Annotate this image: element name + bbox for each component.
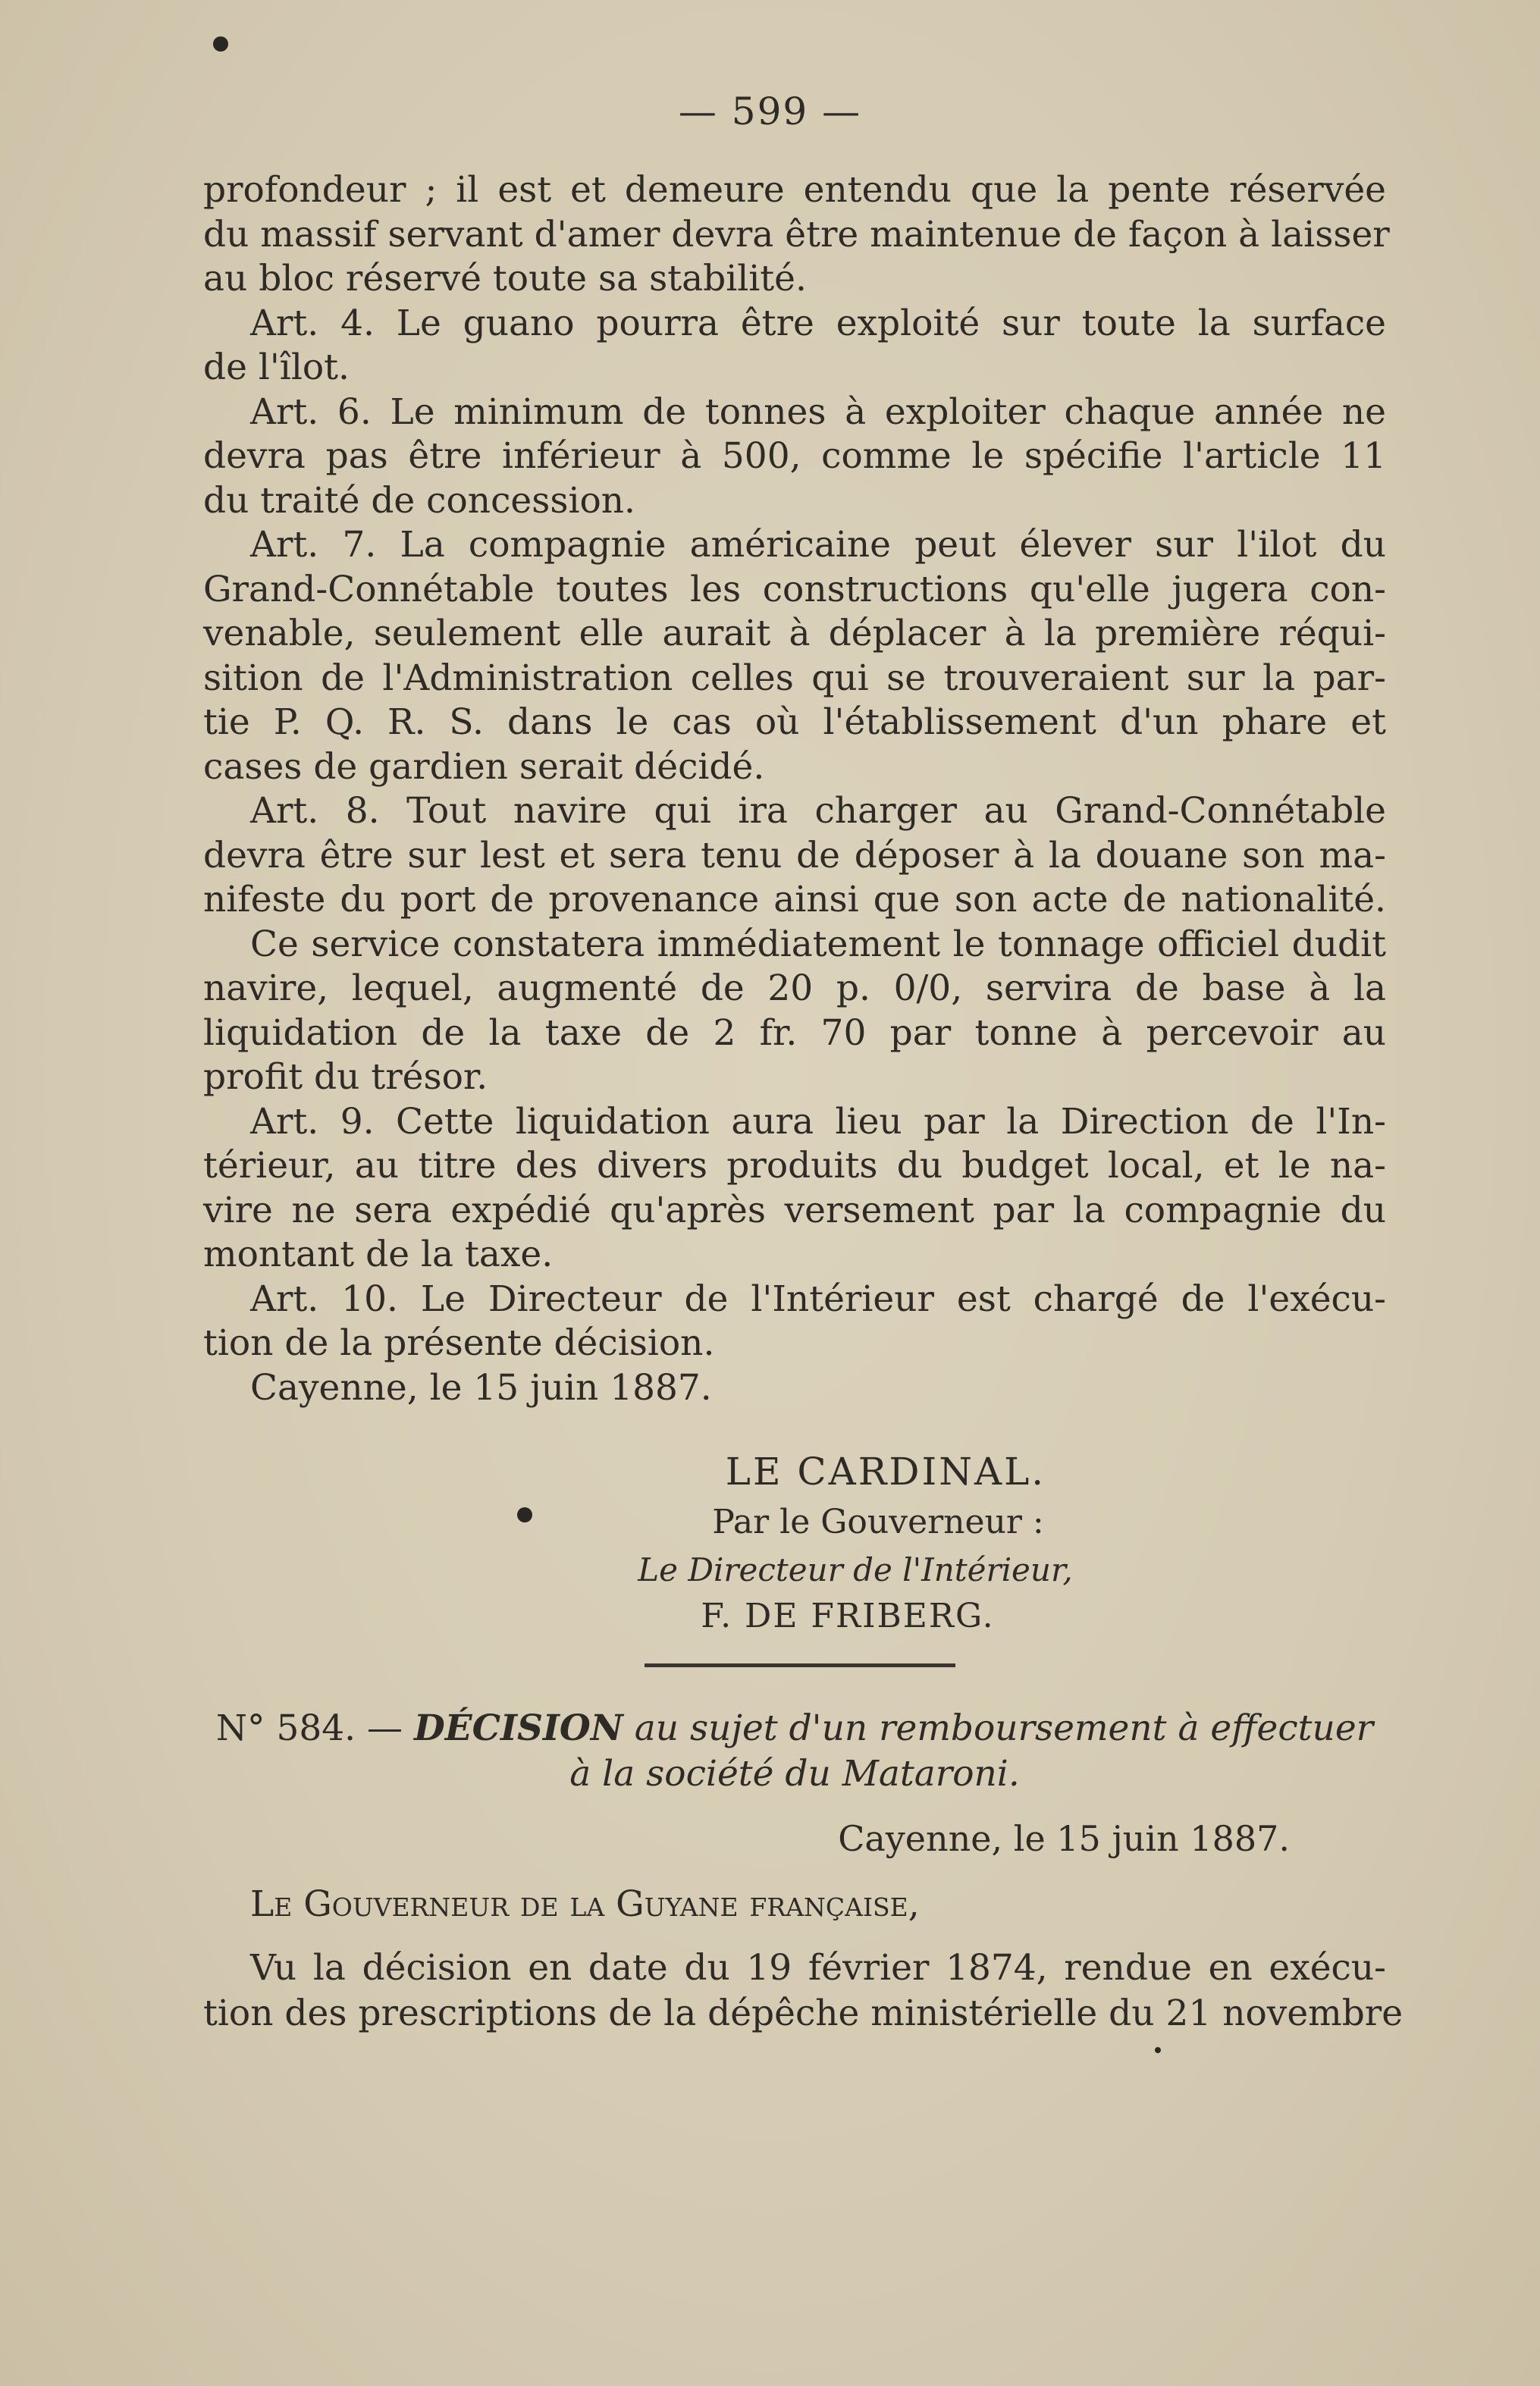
text-line: au bloc réservé toute sa stabilité. xyxy=(203,258,807,299)
text-line: Art. 4. Le guano pourra être exploité sur toute la surface xyxy=(250,302,1386,344)
text-line: devra être sur lest et sera tenu de déposer à la douane son ma- xyxy=(203,834,1386,876)
text-line: tion de la présente décision. xyxy=(203,1322,715,1364)
text-line: Ce service constatera immédiatement le tonnage officiel dudit xyxy=(250,923,1386,965)
text-line: térieur, au titre des divers produits du budget local, et le na- xyxy=(203,1145,1386,1187)
decision-subject-cont: à la société du Mataroni. xyxy=(569,1753,1020,1795)
text-line: Art. 6. Le minimum de tonnes à exploiter chaque année ne xyxy=(250,390,1386,433)
ink-spot xyxy=(1155,2047,1161,2053)
text-line: Art. 8. Tout navire qui ira charger au Grand-Connétable xyxy=(250,790,1386,832)
text-line: nifeste du port de provenance ainsi que son acte de nationalité. xyxy=(203,879,1386,920)
text-line: montant de la taxe. xyxy=(203,1234,554,1275)
section-divider xyxy=(645,1663,955,1667)
decision-number: N° 584. — xyxy=(215,1707,403,1749)
signatory-signer: F. DE FRIBERG. xyxy=(701,1597,995,1635)
decision-title: DÉCISION xyxy=(413,1707,623,1749)
text-line: Art. 7. La compagnie américaine peut élever sur l'ilot du xyxy=(250,524,1386,566)
decision-subject: au sujet d'un remboursement à effectuer xyxy=(634,1707,1374,1749)
ink-spot xyxy=(213,36,228,52)
body-text xyxy=(203,168,1390,1410)
text-line: sition de l'Administration celles qui se trouveraient sur la par- xyxy=(203,657,1386,699)
text-line: vire ne sera expédié qu'après versement par la compagnie du xyxy=(203,1189,1386,1231)
text-line: devra pas être inférieur à 500, comme le spécifie l'article 11 xyxy=(203,435,1386,477)
text-line: Art. 9. Cette liquidation aura lieu par la Direction de l'In- xyxy=(250,1100,1386,1143)
text-line: de l'îlot. xyxy=(203,346,350,388)
text-line: Grand-Connétable toutes les constructions qu'elle jugera con- xyxy=(203,568,1386,610)
text-line: profondeur ; il est et demeure entendu que la pente réservée xyxy=(203,169,1386,211)
closing-dateline: Cayenne, le 15 juin 1887. xyxy=(250,1366,712,1409)
text-line: venable, seulement elle aurait à déplacer à la première réqui- xyxy=(203,613,1386,654)
text-line: tion des prescriptions de la dépêche ministérielle du 21 novembre xyxy=(203,1993,1404,2034)
governor-line: Le Gouverneur de la Guyane française, xyxy=(250,1883,920,1925)
page-number: — 599 — xyxy=(678,89,862,133)
signatory-name: LE CARDINAL. xyxy=(725,1450,1046,1494)
text-line: du traité de concession. xyxy=(203,479,635,522)
decision-dateline: Cayenne, le 15 juin 1887. xyxy=(838,1818,1290,1859)
text-line: profit du trésor. xyxy=(203,1056,488,1098)
text-line: navire, lequel, augmenté de 20 p. 0/0, servira de base à la xyxy=(203,967,1386,1009)
signatory-role: Le Directeur de l'Intérieur, xyxy=(638,1551,1073,1588)
text-line: du massif servant d'amer devra être maintenue de façon à laisser xyxy=(203,213,1390,256)
text-line: tie P. Q. R. S. dans le cas où l'établissement d'un phare et xyxy=(203,701,1386,743)
decision-heading xyxy=(203,1706,1386,1797)
text-line: cases de gardien serait décidé. xyxy=(203,745,765,788)
text-line: liquidation de la taxe de 2 fr. 70 par tonne à percevoir au xyxy=(203,1011,1386,1054)
text-line: Vu la décision en date du 19 février 1874, rendue en exécu- xyxy=(250,1947,1386,1989)
text-line: Art. 10. Le Directeur de l'Intérieur est chargé de l'exécu- xyxy=(250,1278,1386,1320)
signatory-by: Par le Gouverneur : xyxy=(712,1503,1044,1541)
decision-body xyxy=(203,1945,1404,2036)
